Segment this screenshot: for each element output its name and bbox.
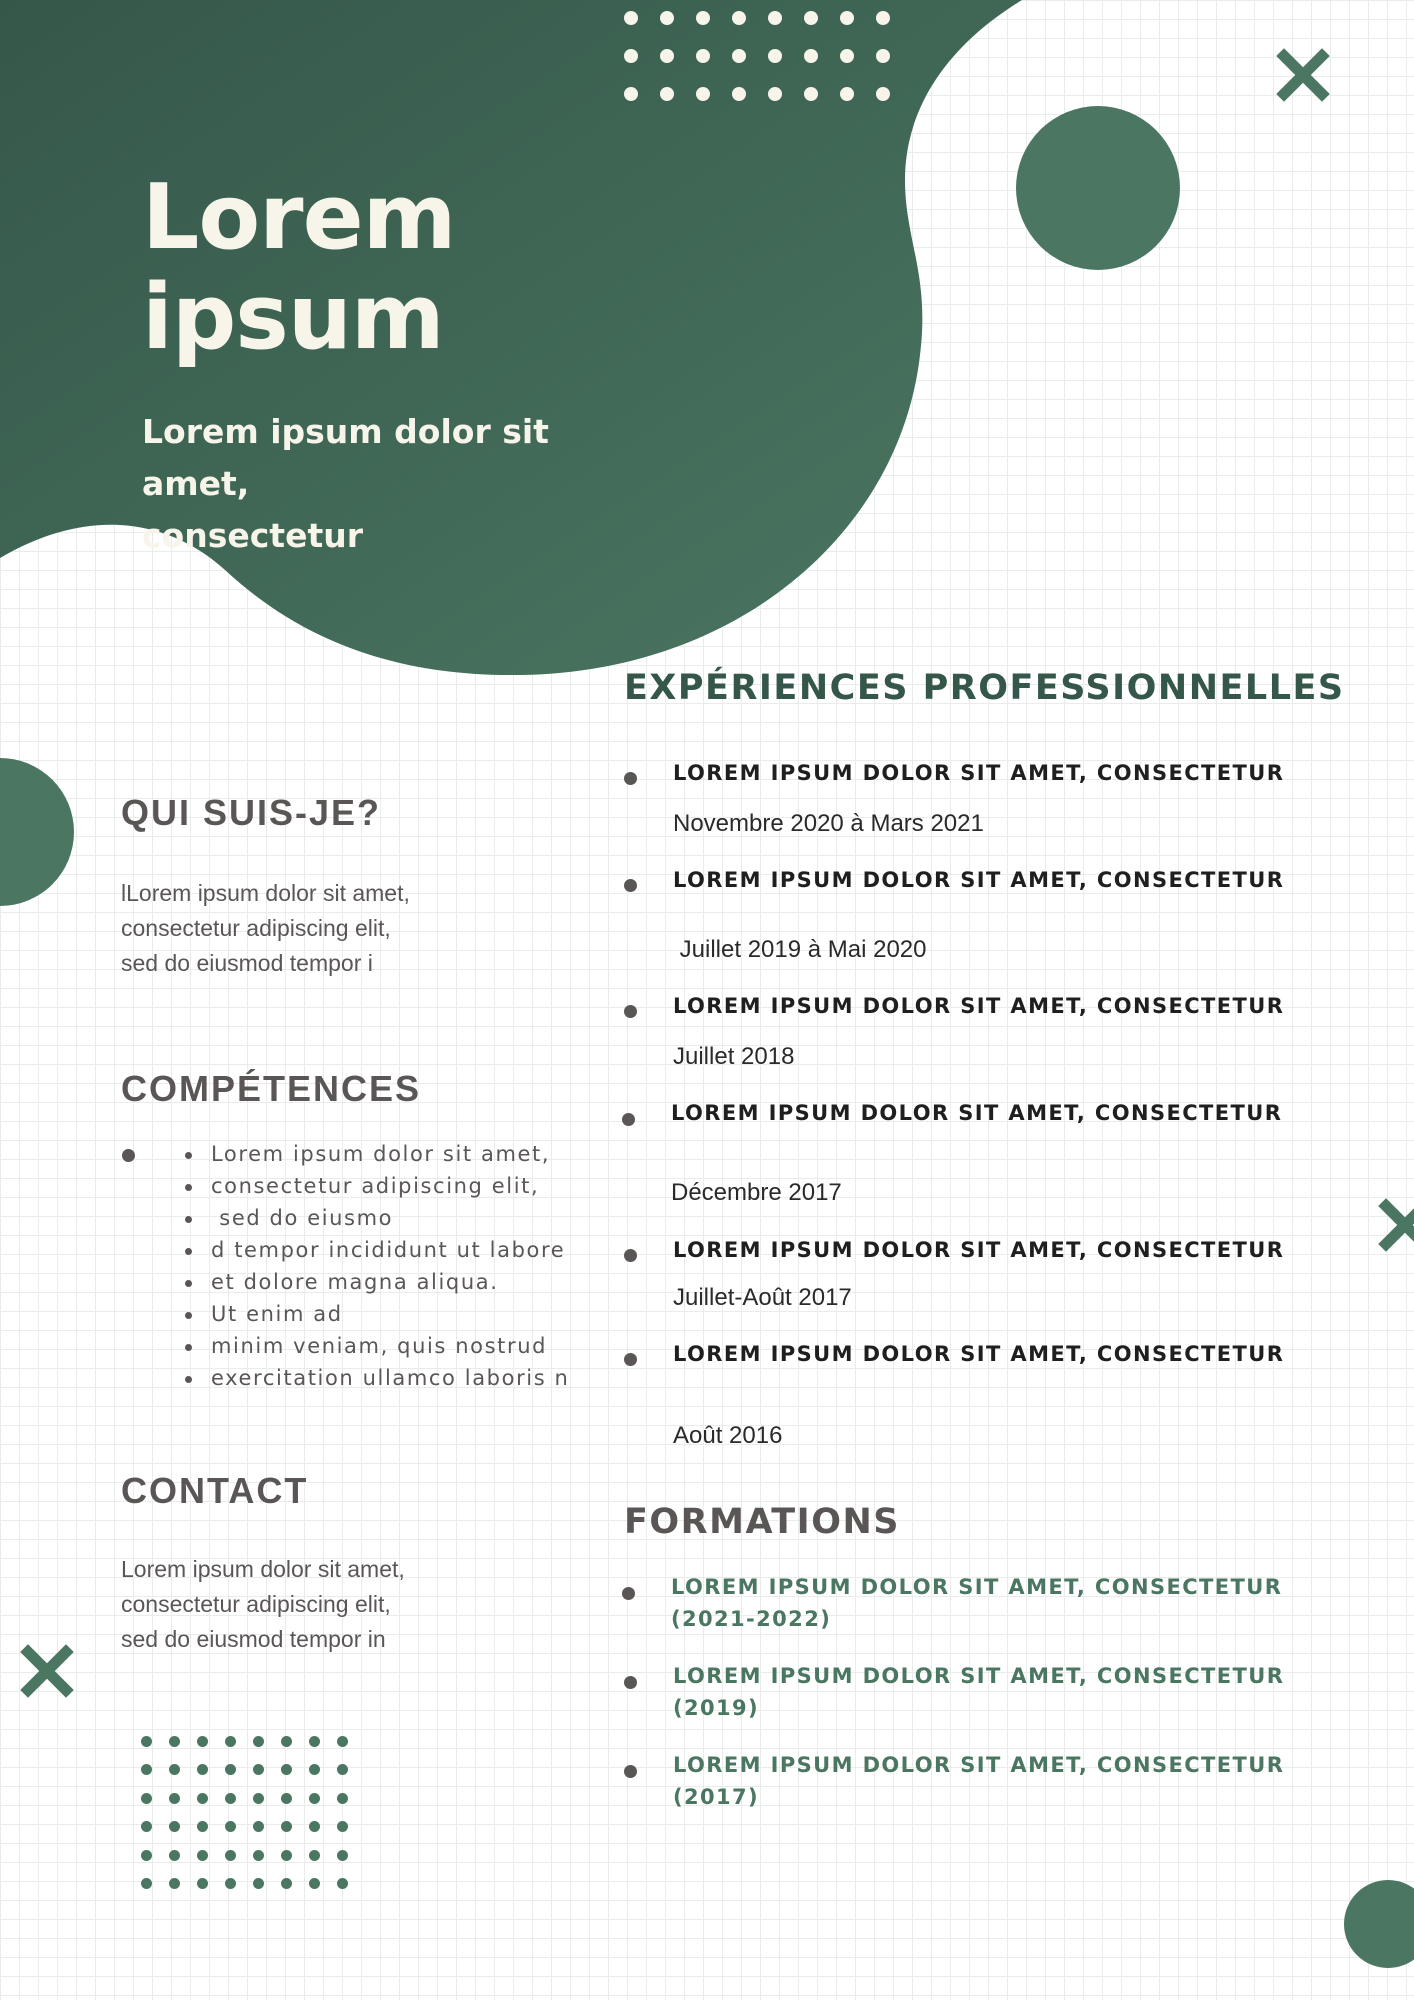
experience-heading: EXPÉRIENCES PROFESSIONNELLES <box>624 668 1345 708</box>
contact-line: sed do eiusmod tempor in <box>121 1626 386 1652</box>
education-bullet <box>624 1676 637 1689</box>
experience-date: Novembre 2020 à Mars 2021 <box>673 810 984 837</box>
education-year: (2017) <box>673 1785 760 1809</box>
experience-title: LOREM IPSUM DOLOR SIT AMET, CONSECTETUR <box>673 1238 1285 1262</box>
circle-top-right <box>1016 106 1180 270</box>
contact-line: Lorem ipsum dolor sit amet, <box>121 1556 405 1582</box>
skill-item: Lorem ipsum dolor sit amet, <box>166 1138 569 1170</box>
education-heading: FORMATIONS <box>624 1502 900 1542</box>
about-heading: QUI SUIS-JE? <box>121 792 382 833</box>
experience-title: LOREM IPSUM DOLOR SIT AMET, CONSECTETUR <box>671 1101 1283 1125</box>
skills-heading: COMPÉTENCES <box>121 1068 422 1109</box>
x-icon-right-edge <box>1378 1198 1414 1252</box>
about-text <box>121 876 481 981</box>
experience-title: LOREM IPSUM DOLOR SIT AMET, CONSECTETUR <box>673 761 1285 785</box>
education-title: LOREM IPSUM DOLOR SIT AMET, CONSECTETUR <box>673 1664 1285 1688</box>
circle-bottom-right <box>1344 1880 1414 1968</box>
skills-list <box>166 1138 569 1394</box>
experience-bullet <box>624 1249 637 1262</box>
education-item <box>673 1660 1284 1724</box>
skill-item: d tempor incididunt ut labore <box>166 1234 569 1266</box>
contact-line: consectetur adipiscing elit, <box>121 1591 391 1617</box>
title-line-1: Lorem <box>142 165 456 270</box>
about-line: lLorem ipsum dolor sit amet, <box>121 880 410 906</box>
experience-bullet <box>624 879 637 892</box>
education-item <box>673 1749 1284 1813</box>
experience-date: Décembre 2017 <box>671 1179 842 1206</box>
experience-date: Juillet-Août 2017 <box>673 1284 852 1311</box>
experience-bullet <box>624 1005 637 1018</box>
education-bullet <box>622 1587 635 1600</box>
education-bullet <box>624 1765 637 1778</box>
experience-title: LOREM IPSUM DOLOR SIT AMET, CONSECTETUR <box>673 994 1285 1018</box>
experience-bullet <box>624 772 637 785</box>
skill-item: consectetur adipiscing elit, <box>166 1170 569 1202</box>
x-icon-bottom-left <box>20 1644 74 1698</box>
page-subtitle <box>142 406 662 562</box>
title-line-2: ipsum <box>142 265 444 370</box>
page-title <box>142 165 456 370</box>
dot-grid-bottom-left <box>141 1736 341 1896</box>
skill-item: exercitation ullamco laboris n <box>166 1362 569 1394</box>
x-icon-top-right <box>1276 48 1330 102</box>
experience-title: LOREM IPSUM DOLOR SIT AMET, CONSECTETUR <box>673 868 1285 892</box>
skill-item: minim veniam, quis nostrud <box>166 1330 569 1362</box>
skill-item: Ut enim ad <box>166 1298 569 1330</box>
education-item <box>671 1571 1282 1635</box>
experience-bullet <box>622 1113 635 1126</box>
education-title: LOREM IPSUM DOLOR SIT AMET, CONSECTETUR <box>671 1575 1283 1599</box>
about-line: sed do eiusmod tempor i <box>121 950 373 976</box>
education-title: LOREM IPSUM DOLOR SIT AMET, CONSECTETUR <box>673 1753 1285 1777</box>
circle-left-edge <box>0 758 74 906</box>
experience-title: LOREM IPSUM DOLOR SIT AMET, CONSECTETUR <box>673 1342 1285 1366</box>
education-year: (2019) <box>673 1696 760 1720</box>
dot-grid-top <box>624 11 894 101</box>
skill-item: sed do eiusmo <box>166 1202 569 1234</box>
education-year: (2021-2022) <box>671 1607 832 1631</box>
contact-text <box>121 1552 481 1657</box>
experience-date: Juillet 2019 à Mai 2020 <box>673 936 927 963</box>
subtitle-line-2: consectetur <box>142 516 364 555</box>
about-line: consectetur adipiscing elit, <box>121 915 391 941</box>
experience-bullet <box>624 1353 637 1366</box>
experience-date: Juillet 2018 <box>673 1043 795 1070</box>
skills-bullet-dot <box>122 1149 135 1162</box>
subtitle-line-1: Lorem ipsum dolor sit amet, <box>142 412 549 503</box>
skill-item: et dolore magna aliqua. <box>166 1266 569 1298</box>
contact-heading: CONTACT <box>121 1470 309 1511</box>
experience-date: Août 2016 <box>673 1422 783 1449</box>
